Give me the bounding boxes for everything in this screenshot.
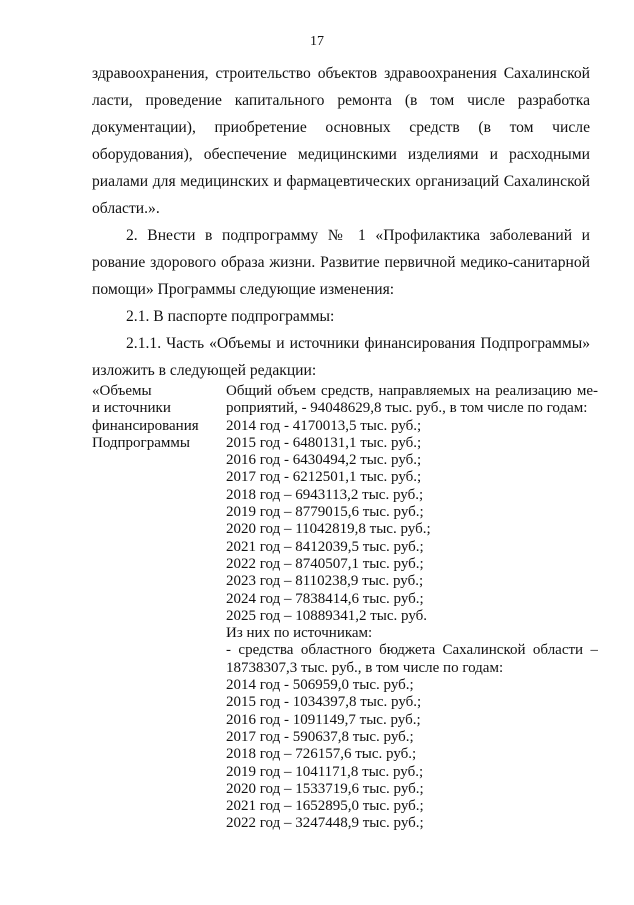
text-line: документации), приобретение основных средств (в том числе xyxy=(92,119,590,136)
text-line: риалами для медицинских и фармацевтических организаций Сахалинской xyxy=(92,173,590,190)
table-value-line: - средства областного бюджета Сахалинской области – xyxy=(226,642,598,659)
table-value-line: 2024 год – 7838414,6 тыс. руб.; xyxy=(226,590,424,607)
table-value-line: 2014 год - 4170013,5 тыс. руб.; xyxy=(226,417,422,434)
text-line: ласти, проведение капитального ремонта (в том числе разработка xyxy=(92,92,590,109)
table-value-line: 2025 год – 10889341,2 тыс. руб. xyxy=(226,607,428,624)
table-value-line: 2016 год - 1091149,7 тыс. руб.; xyxy=(226,711,421,728)
text-line: здравоохранения, строительство объектов здравоохранения Сахалинской xyxy=(92,65,590,82)
body-text xyxy=(92,60,590,384)
text-line: 2.1.1. Часть «Объемы и источники финансирования Подпрограммы» xyxy=(126,335,590,352)
table-label-line: «Объемы xyxy=(92,383,152,399)
table-value-line: Общий объем средств, направляемых на реализацию ме- xyxy=(226,383,598,399)
text-line: рование здорового образа жизни. Развитие первичной медико-санитарной xyxy=(92,254,590,271)
table-value-line: 2018 год – 726157,6 тыс. руб.; xyxy=(226,746,417,763)
table-value-line: 2019 год – 1041171,8 тыс. руб.; xyxy=(226,763,424,780)
table-value-line: 2018 год – 6943113,2 тыс. руб.; xyxy=(226,486,424,503)
table-value-line: Из них по источникам: xyxy=(226,625,373,642)
text-line: оборудования), обеспечение медицинскими изделиями и расходными xyxy=(92,146,590,163)
table-label-line: финансирования xyxy=(92,417,199,434)
text-line: помощи» Программы следующие изменения: xyxy=(92,281,395,298)
table-value-line: 2021 год – 8412039,5 тыс. руб.; xyxy=(226,538,424,555)
table-value-line: 2020 год – 11042819,8 тыс. руб.; xyxy=(226,521,431,538)
table-value-line: 2017 год - 6212501,1 тыс. руб.; xyxy=(226,469,422,486)
table-value-line: 2022 год – 3247448,9 тыс. руб.; xyxy=(226,815,424,832)
table-value-line: 2019 год – 8779015,6 тыс. руб.; xyxy=(226,504,424,521)
table-value-line: роприятий, - 94048629,8 тыс. руб., в том числе по годам: xyxy=(226,400,588,417)
page-number: 17 xyxy=(310,34,324,49)
table-value-line: 2017 год - 590637,8 тыс. руб.; xyxy=(226,728,414,745)
text-line: области.». xyxy=(92,200,160,217)
text-line: 2.1. В паспорте подпрограммы: xyxy=(126,308,335,325)
table-value-line: 18738307,3 тыс. руб., в том числе по годам: xyxy=(226,659,504,676)
table-value-line: 2023 год – 8110238,9 тыс. руб.; xyxy=(226,573,424,590)
table-value-line: 2016 год - 6430494,2 тыс. руб.; xyxy=(226,452,422,469)
table-value-line: 2020 год – 1533719,6 тыс. руб.; xyxy=(226,780,424,797)
table-label-line: и источники xyxy=(92,400,171,417)
table-value-line: 2021 год – 1652895,0 тыс. руб.; xyxy=(226,798,424,815)
table-left-column xyxy=(92,383,222,452)
table-label-line: Подпрограммы xyxy=(92,434,190,451)
table-value-line: 2015 год - 1034397,8 тыс. руб.; xyxy=(226,694,422,711)
table-right-column xyxy=(226,383,598,833)
table-value-line: 2022 год – 8740507,1 тыс. руб.; xyxy=(226,555,424,572)
text-line: 2. Внести в подпрограмму № 1 «Профилактика заболеваний и xyxy=(126,227,590,244)
table-value-line: 2015 год - 6480131,1 тыс. руб.; xyxy=(226,434,422,451)
text-line: изложить в следующей редакции: xyxy=(92,362,317,379)
table-value-line: 2014 год - 506959,0 тыс. руб.; xyxy=(226,677,414,694)
